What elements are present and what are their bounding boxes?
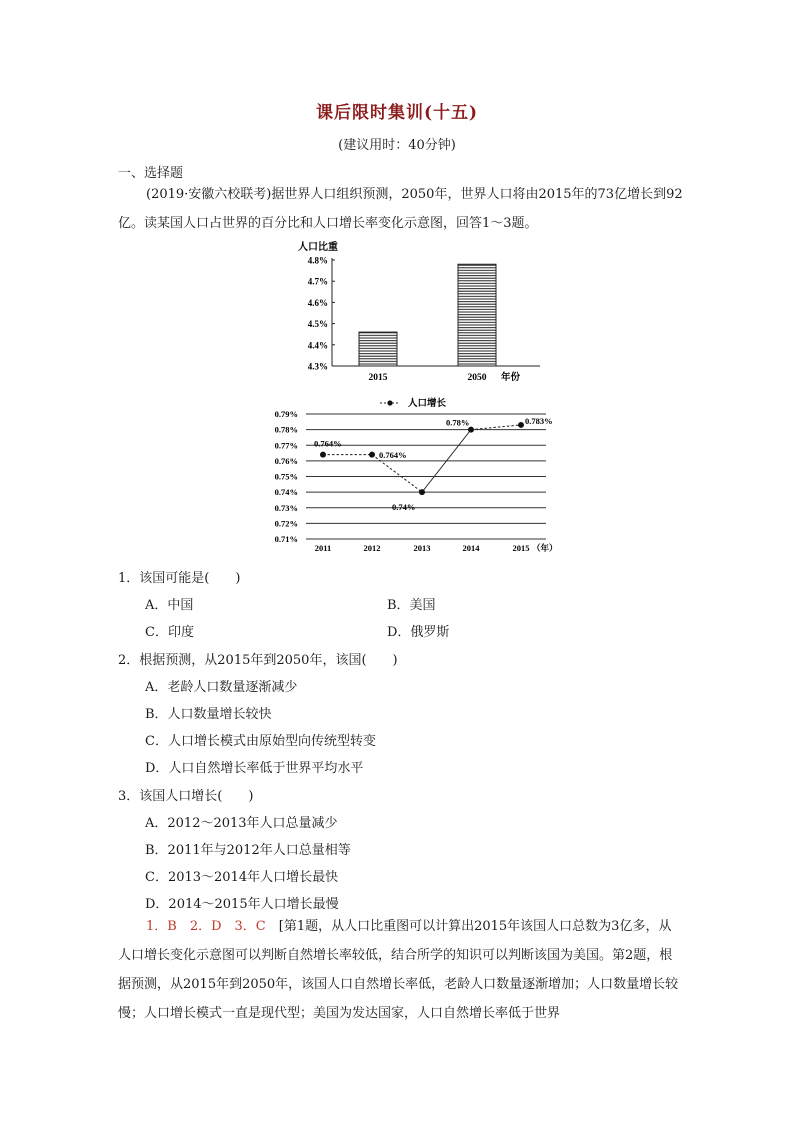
line-data-label: 0.783% <box>525 415 553 426</box>
page-subtitle: (建议用时：40分钟) <box>338 138 456 153</box>
line-point-2011 <box>320 452 326 458</box>
line-y-tick-label: 0.76% <box>274 455 298 466</box>
q1-option-d: D．俄罗斯 <box>387 625 450 640</box>
answer-paragraph <box>118 912 684 1028</box>
bar-y-tick-label: 4.6% <box>307 297 328 308</box>
intro-paragraph: (2019·安徽六校联考)据世界人口组织预测，2050年，世界人口将由2015年的73亿增长到92亿。读某国人口占世界的百分比和人口增长率变化示意图，回答1～3题。 <box>118 187 683 231</box>
population-share-bar-chart <box>290 236 540 386</box>
bar-chart-bars <box>359 264 496 366</box>
section-heading: 一、选择题 <box>118 166 184 181</box>
answer-keys: 1．B 2．D 3．C <box>146 919 266 934</box>
bar-y-tick-label: 4.3% <box>307 361 328 372</box>
q1-option-c: C．印度 <box>145 625 194 640</box>
line-chart-x-ticks <box>315 543 530 553</box>
line-y-tick-label: 0.79% <box>274 409 298 419</box>
q2-option-c: C．人口增长模式由原始型向传统型转变 <box>145 734 376 749</box>
q3-option-c: C．2013～2014年人口增长最快 <box>145 870 339 885</box>
line-y-tick-label: 0.72% <box>274 518 298 529</box>
line-chart-y-ticks <box>275 409 298 544</box>
bar-y-tick-label: 4.4% <box>307 340 328 351</box>
q3-option-b: B．2011年与2012年人口总量相等 <box>145 843 351 858</box>
line-y-tick-label: 0.77% <box>274 440 298 451</box>
line-point-2013 <box>419 489 425 495</box>
question-2-stem: 2．根据预测，从2015年到2050年，该国( ) <box>118 653 398 668</box>
line-y-tick-label: 0.71% <box>274 534 298 544</box>
bar-2050 <box>458 264 496 366</box>
line-chart-legend <box>380 397 447 409</box>
q1-option-b: B．美国 <box>387 598 436 613</box>
line-x-tick-label: 2015 <box>512 543 530 553</box>
line-data-label: 0.74% <box>392 502 416 513</box>
bar-chart-y-ticks <box>308 256 335 372</box>
line-x-tick-label: 2012 <box>363 543 381 553</box>
line-point-2012 <box>369 452 375 458</box>
bar-x-tick-label: 2015 <box>368 373 388 383</box>
line-y-tick-label: 0.73% <box>274 502 298 513</box>
bar-y-tick-label: 4.8% <box>307 255 328 266</box>
line-chart-legend-label: 人口增长 <box>408 399 447 409</box>
q2-option-d: D．人口自然增长率低于世界平均水平 <box>145 761 364 776</box>
bar-y-tick-label: 4.5% <box>307 319 328 330</box>
line-chart-grid <box>306 414 546 539</box>
line-y-tick-label: 0.78% <box>274 424 298 435</box>
q3-option-a: A．2012～2013年人口总量减少 <box>145 816 338 831</box>
bar-chart-xlabel: 年份 <box>501 373 521 383</box>
q2-option-a: A．老龄人口数量逐渐减少 <box>145 680 298 695</box>
line-chart-series <box>314 416 553 512</box>
line-y-tick-label: 0.75% <box>274 471 298 482</box>
question-3-stem: 3．该国人口增长( ) <box>118 789 254 804</box>
line-x-tick-label: 2014 <box>462 543 480 553</box>
answer-explanation: [第1题，从人口比重图可以计算出2015年该国人口总数为3亿多，从人口增长变化示意图可以判断自然增长率较低，结合所学的知识可以判断该国为美国。第2题，根据预测，从2015年到2050年，该国人口自然增长率低，老龄人口数量逐渐增加；人口数量增长较慢；人口增长模式一直是现代型；美国为发达国家，人口自然增长率低于世界 <box>118 919 679 1021</box>
population-growth-line-chart <box>266 394 566 558</box>
bar-y-tick-label: 4.7% <box>307 276 328 287</box>
q1-option-a: A．中国 <box>145 598 194 613</box>
line-data-label: 0.78% <box>446 417 470 428</box>
line-data-label: 0.764% <box>314 438 342 449</box>
line-point-2015 <box>518 422 524 428</box>
line-x-tick-label: 2013 <box>413 543 431 553</box>
q3-option-d: D．2014～2015年人口增长最慢 <box>145 897 339 912</box>
bar-x-tick-label: 2050 <box>467 373 487 383</box>
line-x-tick-label: 2011 <box>314 543 332 553</box>
line-segment <box>372 455 422 493</box>
line-y-tick-label: 0.74% <box>274 487 298 498</box>
line-segment <box>471 425 521 430</box>
line-data-label: 0.764% <box>379 450 407 461</box>
page-title: 课后限时集训(十五) <box>315 103 479 123</box>
question-1-stem: 1．该国可能是( ) <box>118 571 241 586</box>
q2-option-b: B．人口数量增长较快 <box>145 707 272 722</box>
bar-2015 <box>359 332 397 366</box>
bar-chart-ylabel: 人口比重 <box>298 242 338 253</box>
line-chart-x-unit: （年） <box>532 543 558 553</box>
bar-chart-x-ticks <box>369 373 487 383</box>
